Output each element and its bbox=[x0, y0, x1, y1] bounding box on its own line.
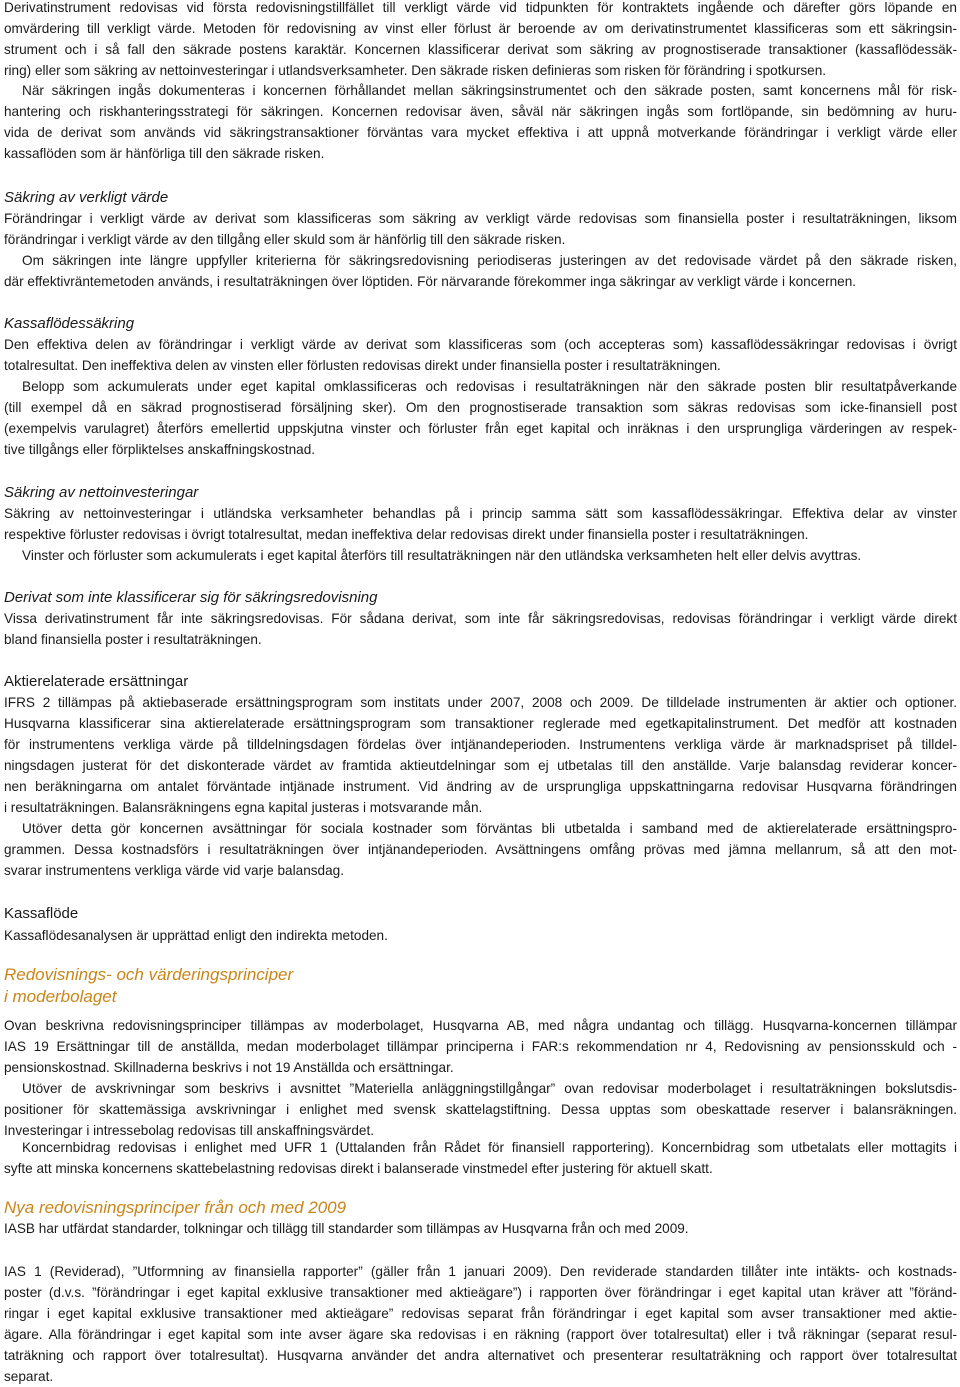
text-line: Om säkringen inte längre uppfyller kriterierna för säkringsredovisning periodiseras justeringen av det redovisade värdet på den säkrade risken, bbox=[22, 253, 957, 268]
text-line: taträkning och rapport över totalresultat). Husqvarna använder det andra alternativet och presenterar resultaträkning och rapport över totalresultat bbox=[4, 1348, 957, 1363]
text-line: När säkringen ingås dokumenteras i koncernen förhållandet mellan säkringsinstrumentet och den säkrade posten, samt koncernens mål för risk- bbox=[22, 83, 957, 98]
text-line: Utöver de avskrivningar som beskrivs i avsnittet ”Materiella anläggningstillgångar” ovan redovisar moderbolaget i resultaträkningen bokslutsdis- bbox=[22, 1081, 957, 1096]
text-line: IFRS 2 tillämpas på aktiebaserade ersättningsprogram som institats under 2007, 2008 och 2009. De tilldelade instrumenten är aktier och optioner. bbox=[4, 695, 957, 710]
text-line: Belopp som ackumulerats under eget kapital omklassificeras och redovisas i resultaträkningen när den säkrade posten blir resultatpåverkande bbox=[22, 379, 957, 394]
text-line: poster (d.v.s. ”förändringar i eget kapital exklusive transaktioner med aktieägare”) i rapporten över förändringar i eget kapital utan kräver att ”föränd- bbox=[4, 1285, 957, 1300]
text-line: (till exempel då en säkrad prognostiserad försäljning sker). Om den prognostiserade transaktion som säkras redovisas som icke-finansiell post bbox=[4, 400, 957, 415]
text-line: IAS 1 (Reviderad), ”Utformning av finansiella rapporter” (gäller från 1 januari 2009). Den reviderade standarden tillåter inte intäkts- och kostnads- bbox=[4, 1264, 957, 1279]
text-line: Utöver detta gör koncernen avsättningar för sociala kostnader som förväntas bli utbetalda i samband med de aktierelaterade ersättningspro- bbox=[22, 821, 957, 836]
section-heading: Säkring av verkligt värde bbox=[4, 189, 169, 206]
text-line: IASB har utfärdat standarder, tolkningar och tillägg till standarder som tillämpas av Husqvarna från och med 2009. bbox=[4, 1221, 689, 1236]
text-line: tive tillgångs eller förpliktelses anskaffningskostnad. bbox=[4, 442, 316, 457]
text-line: pensionskostnad. Skillnaderna beskrivs i not 19 Anställda och ersättningar. bbox=[4, 1060, 454, 1075]
chapter-heading: Redovisnings- och värderingsprinciper bbox=[4, 965, 294, 984]
text-line: separat. bbox=[4, 1369, 54, 1384]
text-line: Husqvarna klassificerar sina aktierelaterade ersättningsprogram som transaktioner reglerade med egetkapitalinstrument. Det medför att kostnaden bbox=[4, 716, 957, 731]
text-line: Kassaflödesanalysen är upprättad enligt den indirekta metoden. bbox=[4, 928, 388, 943]
text-line: hantering och riskhanteringsstrategi för säkringen. Koncernen redovisar även, såväl när säkringen ingås som fortlöpande, sin bedömning av huru- bbox=[4, 104, 957, 119]
text-line: Derivatinstrument redovisas vid första redovisningstillfället till verkligt värde vid tidpunkten för kontraktets ingående och därefter görs löpande en bbox=[4, 0, 957, 15]
text-line: strument och i så fall den säkrade postens karaktär. Koncernen klassificerar derivat som säkring av prognostiserade transaktioner (kassaflödessäk- bbox=[4, 42, 957, 57]
text-line: ringar i eget kapital exklusive transaktioner med aktieägare” redovisas separat från förändringar i eget kapital som avser transaktioner med aktie- bbox=[4, 1306, 957, 1321]
text-line: IAS 19 Ersättningar till de anställda, medan moderbolaget tillämpar principerna i FAR:s rekommendation nr 4, Redovisning av pensionsskuld och - bbox=[4, 1039, 957, 1054]
text-line: svarar instrumentens verkliga värde vid varje balansdag. bbox=[4, 863, 345, 878]
text-line: Den effektiva delen av förändringar i verkligt värde av derivat som klassificeras som (och accepteras som) kassaflödessäkringar redovisas i övrigt bbox=[4, 337, 957, 352]
text-line: syfte att minska koncernens skattebelastning redovisas direkt i balanserade vinstmedel efter justering för aktuell skatt. bbox=[4, 1161, 713, 1176]
text-line: Säkring av nettoinvesteringar i utländska verksamheter behandlas på i princip samma sätt som kassaflödessäkringar. Effektiva delar av vinster bbox=[4, 506, 957, 521]
chapter-heading: i moderbolaget bbox=[4, 987, 117, 1006]
text-line: vida de derivat som används vid säkringstransaktioner förväntas vara mycket effektiva i att uppnå motverkande förändringar i verkligt värde eller bbox=[4, 125, 957, 140]
text-line: Koncernbidrag redovisas i enlighet med UFR 1 (Uttalanden från Rådet för finansiell rapportering). Koncernbidrag som utbetalats eller mottagits i bbox=[22, 1140, 957, 1155]
text-line: ningsdagen justerat för det diskonterade värdet av framtida aktieutdelningar som ej utbetalas till den anställde. Varje balansdag reviderar koncer- bbox=[4, 758, 957, 773]
text-line: där effektivräntemetoden används, i resultaträkningen över löptiden. För närvarande förekommer inga säkringar av verkligt värde i koncernen. bbox=[4, 274, 857, 289]
section-heading: Säkring av nettoinvesteringar bbox=[4, 484, 199, 501]
text-line: ägare. Alla förändringar i eget kapital som inte avser ägare ska redovisas i en räkning (rapport över totalresultat) eller i två räkningar (separat resul- bbox=[4, 1327, 957, 1342]
text-line: omvärdering till verkligt värde. Metoden för redovisning av vinst eller förlust är beroende av om derivatinstrumentet klassificeras som ett säkringsin- bbox=[4, 21, 957, 36]
text-line: i resultaträkningen. Balansräkningens egna kapital justeras i motsvarande mån. bbox=[4, 800, 483, 815]
text-line: totalresultat. Den ineffektiva delen av vinsten eller förlusten redovisas direkt under finansiella poster i resultaträkningen. bbox=[4, 358, 721, 373]
text-line: förändringar i verkligt värde av den tillgång eller skuld som är hänförlig till den säkrade risken. bbox=[4, 232, 566, 247]
chapter-heading: Nya redovisningsprinciper från och med 2009 bbox=[4, 1198, 347, 1217]
text-line: grammen. Dessa kostnadsförs i resultaträkningen över intjänandeperioden. Avsättningens omfång prövas med jämna mellanrum, så att den mot- bbox=[4, 842, 957, 857]
text-line: Vissa derivatinstrument får inte säkringsredovisas. För sådana derivat, som inte får säkringsredovisas, redovisas förändringar i verkligt värde direkt bbox=[4, 611, 957, 626]
text-line: för instrumentens verkliga värde på tilldelningsdagen fördelas över intjänandeperioden. Instrumentens verkliga värde är marknadspriset på tilldel- bbox=[4, 737, 957, 752]
text-line: Investeringar i intressebolag redovisas till anskaffningsvärdet. bbox=[4, 1123, 374, 1138]
text-line: positioner för skattemässiga avskrivningar i enlighet med svensk skattelagstiftning. Dessa upptas som obeskattade reserver i balansräkningen. bbox=[4, 1102, 957, 1117]
text-line: respektive förluster redovisas i övrigt totalresultat, medan ineffektiva delar redovisas direkt under finansiella poster i resultaträkningen. bbox=[4, 527, 809, 542]
text-line: ring) eller som säkring av nettoinvesteringar i utlandsverksamheter. Den säkrade risken definieras som risken för förändring i spotkursen. bbox=[4, 63, 827, 78]
text-line: bland finansiella poster i resultaträkningen. bbox=[4, 632, 262, 647]
text-line: Förändringar i verkligt värde av derivat som klassificeras som säkring av verkligt värde redovisas som finansiella poster i resultaträkningen, liksom bbox=[4, 211, 957, 226]
text-line: (exempelvis varulagret) återförs emellertid uppskjutna vinster och förluster från eget kapital och inräknas i den ursprungliga värderingen av respek- bbox=[4, 421, 957, 436]
text-line: Ovan beskrivna redovisningsprinciper tillämpas av moderbolaget, Husqvarna AB, med några undantag och tillägg. Husqvarna-koncernen tillämpar bbox=[4, 1018, 957, 1033]
section-heading: Derivat som inte klassificerar sig för säkringsredovisning bbox=[4, 589, 378, 606]
text-line: Vinster och förluster som ackumulerats i eget kapital återförs till resultaträkningen när den utländska verksamheten helt eller delvis avyttras. bbox=[22, 548, 862, 563]
text-line: kassaflöden som är hänförliga till den säkrade risken. bbox=[4, 146, 325, 161]
section-heading: Aktierelaterade ersättningar bbox=[4, 673, 189, 690]
section-heading: Kassaflöde bbox=[4, 905, 79, 922]
section-heading: Kassaflödessäkring bbox=[4, 315, 135, 332]
text-line: nen beräkningarna om antalet förväntade intjänade instrument. Vid ändring av de ursprungliga uppskattningarna redovisar Husqvarna förändringen bbox=[4, 779, 957, 794]
